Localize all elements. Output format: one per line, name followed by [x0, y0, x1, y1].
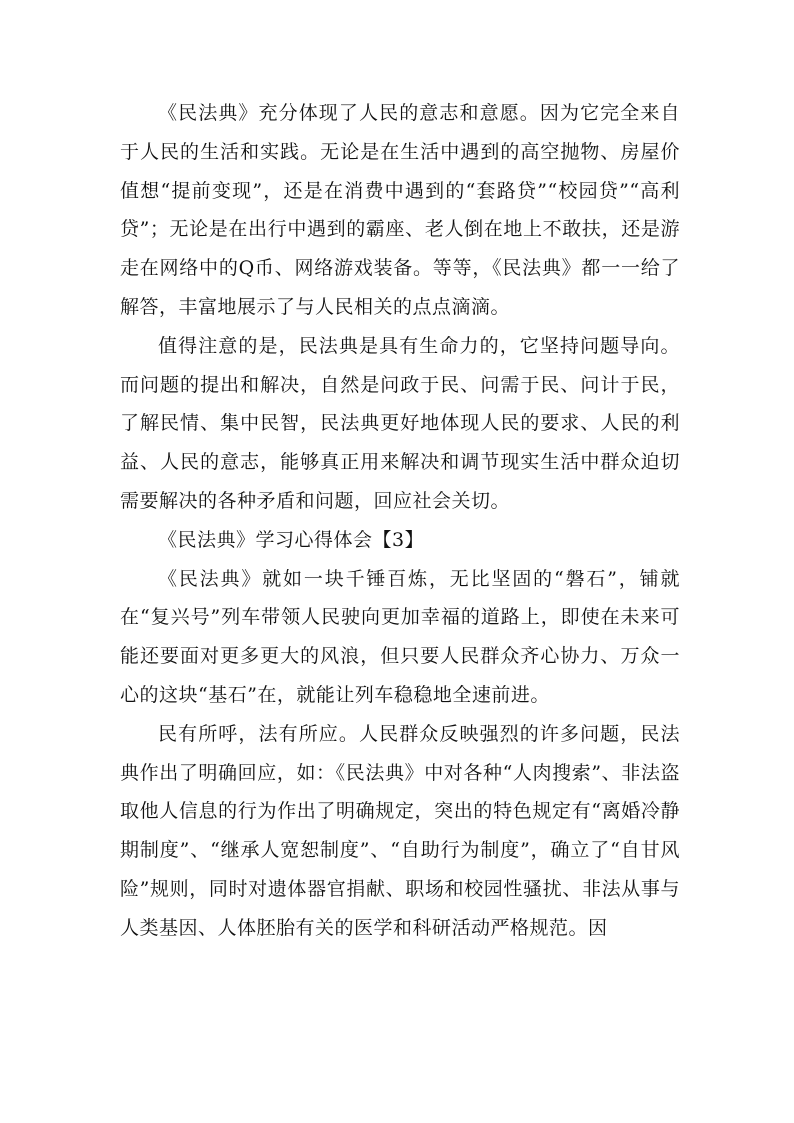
- section-heading: 《民法典》学习心得体会【3】: [158, 528, 425, 551]
- paragraph-4: 民有所呼，法有所应。人民群众反映强烈的许多问题，民法典作出了明确回应，如：《民法典》中对各种“人肉搜索”、非法盗取他人信息的行为作出了明确规定，突出的特色规定有“离婚冷静期制度”、“继承人宽恕制度”、“自助行为制度”，确立了“自甘风险”规则，同时对遗体器官捐献、职场和校园性骚扰、非法从事与人类基因、人体胚胎有关的医学和科研活动严格规范。因: [120, 722, 680, 939]
- paragraph-1: 《民法典》充分体现了人民的意志和意愿。因为它完全来自于人民的生活和实践。无论是在生活中遇到的高空抛物、房屋价值想“提前变现”，还是在消费中遇到的“套路贷”“校园贷”“高利贷”；无论是在出行中遇到的霸座、老人倒在地上不敢扶，还是游走在网络中的Q币、网络游戏装备。等等，《民法典》都一一给了解答，丰富地展示了与人民相关的点点滴滴。: [120, 102, 680, 318]
- paragraph-2: 值得注意的是，民法典是具有生命力的，它坚持问题导向。而问题的提出和解决，自然是问政于民、问需于民、问计于民，了解民情、集中民智，民法典更好地体现人民的要求、人民的利益、人民的意志，能够真正用来解决和调节现实生活中群众迫切需要解决的各种矛盾和问题，回应社会关切。: [120, 334, 680, 512]
- document-page: [120, 94, 680, 948]
- paragraph-3: 《民法典》就如一块千锤百炼，无比坚固的“磐石”，铺就在“复兴号”列车带领人民驶向更加幸福的道路上，即使在未来可能还要面对更多更大的风浪，但只要人民群众齐心协力、万众一心的这块“基石”在，就能让列车稳稳地全速前进。: [120, 567, 680, 706]
